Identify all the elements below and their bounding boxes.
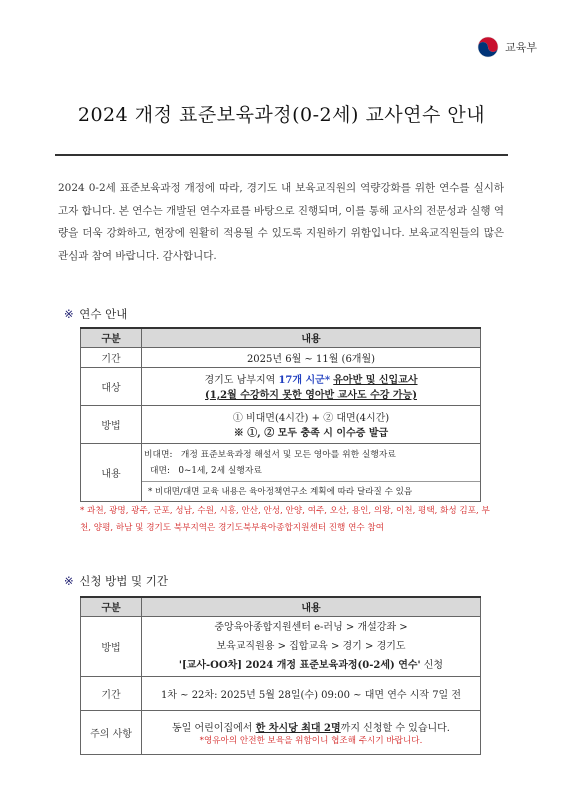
section-application-title — [64, 573, 168, 589]
content-key: 비대면: — [144, 450, 173, 460]
row-label: 기간 — [81, 347, 142, 367]
method-value — [142, 616, 481, 676]
section-title-text: 신청 방법 및 기간 — [79, 574, 169, 588]
page-title: 2024 개정 표준보육과정(0-2세) 교사연수 안내 — [77, 104, 486, 126]
method-value — [142, 405, 481, 443]
header-content: 내용 — [142, 328, 481, 347]
header-category: 구분 — [81, 597, 142, 616]
content-value — [142, 443, 481, 501]
intro-paragraph: 2024 0-2세 표준보육과정 개정에 따라, 경기도 내 보육교직원의 역량강화를 위한 연수를 실시하고자 합니다. 본 연수는 개발된 연수자료를 바탕으로 진행되며, 이를 통해 교사의 전문성과 실행 역량을 더욱 강화하고, 현장에 원활히 적용될 수 있도록 지원하기 위함입니다. 보육교직원들의 많은 관심과 참여 바랍니다. 감사합니다. — [58, 182, 504, 262]
row-label: 내용 — [81, 443, 142, 501]
period-value: 2025년 6월 ~ 11월 (6개월) — [142, 347, 481, 367]
header-content: 내용 — [142, 597, 481, 616]
ministry-logo — [477, 36, 537, 58]
notice-text: 동일 어린이집에서 — [171, 722, 253, 734]
table-row-period — [81, 676, 481, 710]
content-desc: 개정 표준보육과정 해설서 및 모든 영아를 위한 실행자료 — [180, 450, 396, 460]
notice-limit: 한 차시당 최대 2명 — [255, 722, 341, 734]
table-row-period — [81, 347, 481, 367]
application-table — [80, 596, 481, 755]
notice-red-note: *영유아의 안전한 보육을 위함이니 협조해 주시기 바랍니다. — [199, 735, 423, 746]
target-count: 17개 시군* — [278, 375, 331, 386]
method-path: 보육교직원용 > 집합교육 > 경기 > 경기도 — [216, 640, 406, 652]
application-period: 1차 ~ 22차: 2025년 5월 28일(수) 09:00 ~ 대면 연수 시작 7일 전 — [142, 676, 481, 710]
method-line: ① 비대면(4시간) + ② 대면(4시간) — [232, 413, 390, 424]
target-extra: (1,2월 수강하지 못한 영아반 교사도 수강 가능) — [205, 390, 417, 401]
reference-mark: ※ — [64, 307, 74, 321]
method-note: ※ ①, ② 모두 충족 시 이수증 발급 — [233, 428, 389, 439]
row-label: 방법 — [81, 405, 142, 443]
table-row-target — [81, 367, 481, 405]
target-group: 유아반 및 신입교사 — [333, 375, 418, 386]
taegeuk-emblem-icon — [477, 36, 499, 58]
header-category: 구분 — [81, 328, 142, 347]
section-training-info-title — [64, 306, 127, 322]
title-divider — [55, 154, 508, 156]
row-label: 방법 — [81, 616, 142, 676]
row-label: 대상 — [81, 367, 142, 405]
target-value — [142, 367, 481, 405]
content-desc: 0~1세, 2세 실행자료 — [178, 466, 262, 476]
table-row-method — [81, 405, 481, 443]
content-footnote: * 비대면/대면 교육 내용은 육아정책연구소 계획에 따라 달라질 수 있음 — [142, 481, 480, 497]
section-title-text: 연수 안내 — [79, 307, 128, 321]
row-label: 기간 — [81, 676, 142, 710]
method-path: 중앙육아종합지원센터 e-러닝 > 개설강좌 > — [214, 621, 408, 633]
table-row-notice — [81, 710, 481, 754]
notice-text: 까지 신청할 수 있습니다. — [340, 722, 450, 734]
ministry-name: 교육부 — [505, 41, 537, 54]
apply-text: 신청 — [423, 659, 444, 671]
notice-value — [142, 710, 481, 754]
content-key: 대면: — [150, 466, 170, 476]
table-row-content — [81, 443, 481, 501]
target-region: 경기도 남부지역 — [204, 375, 276, 386]
training-info-table — [80, 327, 481, 502]
table-row-method — [81, 616, 481, 676]
course-name: '[교사-OO차] 2024 개정 표준보육과정(0-2세) 연수' — [178, 659, 421, 671]
reference-mark: ※ — [64, 574, 74, 588]
region-note: * 과천, 광명, 광주, 군포, 성남, 수원, 시흥, 안산, 안성, 안양, 여주, 오산, 용인, 의왕, 이천, 평택, 화성 김포, 부천, 양평, 하남 및 경기도 북부지역은 경기도북부육아종합지원센터 진행 연수 참여 — [80, 506, 490, 533]
row-label: 주의 사항 — [81, 710, 142, 754]
